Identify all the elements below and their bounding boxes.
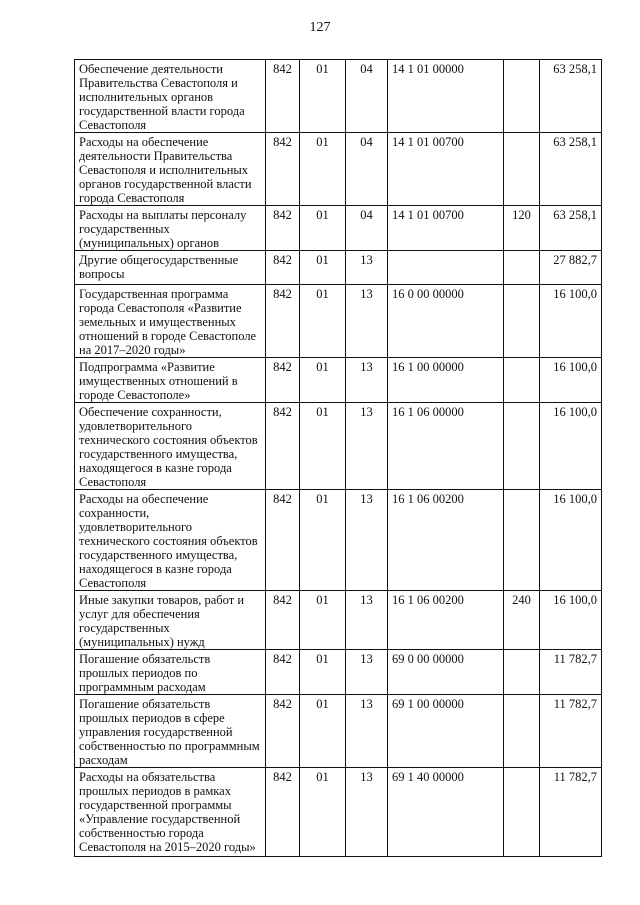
section-code-cell: 01: [300, 403, 346, 490]
amount-cell: 16 100,0: [540, 285, 602, 358]
item-name-cell: Расходы на обеспечение деятельности Правительства Севастополя и исполнительных органов государственной власти города Севастополя: [75, 133, 266, 206]
department-code-cell: 842: [266, 60, 300, 133]
subsection-code-cell: 13: [346, 251, 388, 285]
item-name-cell: Государственная программа города Севастополя «Развитие земельных и имущественных отношений в городе Севастополе на 2017–2020 годы»: [75, 285, 266, 358]
subsection-code-cell: 13: [346, 591, 388, 650]
subsection-code-cell: 13: [346, 650, 388, 695]
table-row: [75, 206, 602, 251]
subsection-code-cell: 13: [346, 490, 388, 591]
section-code-cell: 01: [300, 490, 346, 591]
amount-cell: 63 258,1: [540, 60, 602, 133]
department-code-cell: 842: [266, 133, 300, 206]
department-code-cell: 842: [266, 251, 300, 285]
budget-table: [74, 59, 602, 857]
table-row: [75, 251, 602, 285]
department-code-cell: 842: [266, 358, 300, 403]
department-code-cell: 842: [266, 695, 300, 768]
table-row: [75, 285, 602, 358]
expense-type-cell: [504, 490, 540, 591]
expense-type-cell: 240: [504, 591, 540, 650]
expense-type-cell: [504, 768, 540, 857]
target-article-cell: 69 0 00 00000: [388, 650, 504, 695]
table-row: [75, 490, 602, 591]
section-code-cell: 01: [300, 650, 346, 695]
amount-cell: 27 882,7: [540, 251, 602, 285]
item-name-cell: Подпрограмма «Развитие имущественных отношений в городе Севастополе»: [75, 358, 266, 403]
item-name-cell: Погашение обязательств прошлых периодов по программным расходам: [75, 650, 266, 695]
target-article-cell: 14 1 01 00000: [388, 60, 504, 133]
target-article-cell: 14 1 01 00700: [388, 206, 504, 251]
item-name-cell: Обеспечение сохранности, удовлетворительного технического состояния объектов государственного имущества, находящегося в казне города Севастополя: [75, 403, 266, 490]
expense-type-cell: [504, 60, 540, 133]
expense-type-cell: [504, 650, 540, 695]
subsection-code-cell: 04: [346, 133, 388, 206]
department-code-cell: 842: [266, 403, 300, 490]
department-code-cell: 842: [266, 206, 300, 251]
expense-type-cell: [504, 133, 540, 206]
section-code-cell: 01: [300, 695, 346, 768]
department-code-cell: 842: [266, 650, 300, 695]
target-article-cell: 14 1 01 00700: [388, 133, 504, 206]
amount-cell: 11 782,7: [540, 650, 602, 695]
department-code-cell: 842: [266, 490, 300, 591]
section-code-cell: 01: [300, 591, 346, 650]
subsection-code-cell: 13: [346, 695, 388, 768]
item-name-cell: Расходы на обязательства прошлых периодов в рамках государственной программы «Управление государственной собственностью города Севастополя на 2015–2020 годы»: [75, 768, 266, 857]
expense-type-cell: [504, 358, 540, 403]
amount-cell: 16 100,0: [540, 358, 602, 403]
page-number: 127: [309, 20, 331, 35]
table-row: [75, 60, 602, 133]
amount-cell: 63 258,1: [540, 206, 602, 251]
subsection-code-cell: 13: [346, 403, 388, 490]
subsection-code-cell: 04: [346, 206, 388, 251]
department-code-cell: 842: [266, 285, 300, 358]
table-row: [75, 650, 602, 695]
expense-type-cell: [504, 285, 540, 358]
amount-cell: 16 100,0: [540, 490, 602, 591]
section-code-cell: 01: [300, 251, 346, 285]
amount-cell: 16 100,0: [540, 591, 602, 650]
subsection-code-cell: 13: [346, 285, 388, 358]
subsection-code-cell: 13: [346, 768, 388, 857]
section-code-cell: 01: [300, 60, 346, 133]
department-code-cell: 842: [266, 768, 300, 857]
table-row: [75, 591, 602, 650]
table-row: [75, 695, 602, 768]
item-name-cell: Расходы на обеспечение сохранности, удовлетворительного технического состояния объектов государственного имущества, находящегося в казне города Севастополя: [75, 490, 266, 591]
table-row: [75, 133, 602, 206]
item-name-cell: Погашение обязательств прошлых периодов в сфере управления государственной собственностью по программным расходам: [75, 695, 266, 768]
table-row: [75, 768, 602, 857]
department-code-cell: 842: [266, 591, 300, 650]
section-code-cell: 01: [300, 358, 346, 403]
amount-cell: 11 782,7: [540, 768, 602, 857]
section-code-cell: 01: [300, 206, 346, 251]
expense-type-cell: [504, 695, 540, 768]
section-code-cell: 01: [300, 768, 346, 857]
target-article-cell: 69 1 00 00000: [388, 695, 504, 768]
expense-type-cell: [504, 251, 540, 285]
item-name-cell: Другие общегосударственные вопросы: [75, 251, 266, 285]
table-row: [75, 403, 602, 490]
target-article-cell: 16 1 06 00000: [388, 403, 504, 490]
target-article-cell: 16 1 06 00200: [388, 490, 504, 591]
target-article-cell: 16 1 06 00200: [388, 591, 504, 650]
item-name-cell: Иные закупки товаров, работ и услуг для обеспечения государственных (муниципальных) нужд: [75, 591, 266, 650]
item-name-cell: Расходы на выплаты персоналу государственных (муниципальных) органов: [75, 206, 266, 251]
expense-type-cell: 120: [504, 206, 540, 251]
item-name-cell: Обеспечение деятельности Правительства Севастополя и исполнительных органов государственной власти города Севастополя: [75, 60, 266, 133]
target-article-cell: 16 0 00 00000: [388, 285, 504, 358]
target-article-cell: [388, 251, 504, 285]
target-article-cell: 69 1 40 00000: [388, 768, 504, 857]
section-code-cell: 01: [300, 133, 346, 206]
expense-type-cell: [504, 403, 540, 490]
amount-cell: 63 258,1: [540, 133, 602, 206]
table-row: [75, 358, 602, 403]
amount-cell: 16 100,0: [540, 403, 602, 490]
section-code-cell: 01: [300, 285, 346, 358]
amount-cell: 11 782,7: [540, 695, 602, 768]
target-article-cell: 16 1 00 00000: [388, 358, 504, 403]
subsection-code-cell: 04: [346, 60, 388, 133]
subsection-code-cell: 13: [346, 358, 388, 403]
